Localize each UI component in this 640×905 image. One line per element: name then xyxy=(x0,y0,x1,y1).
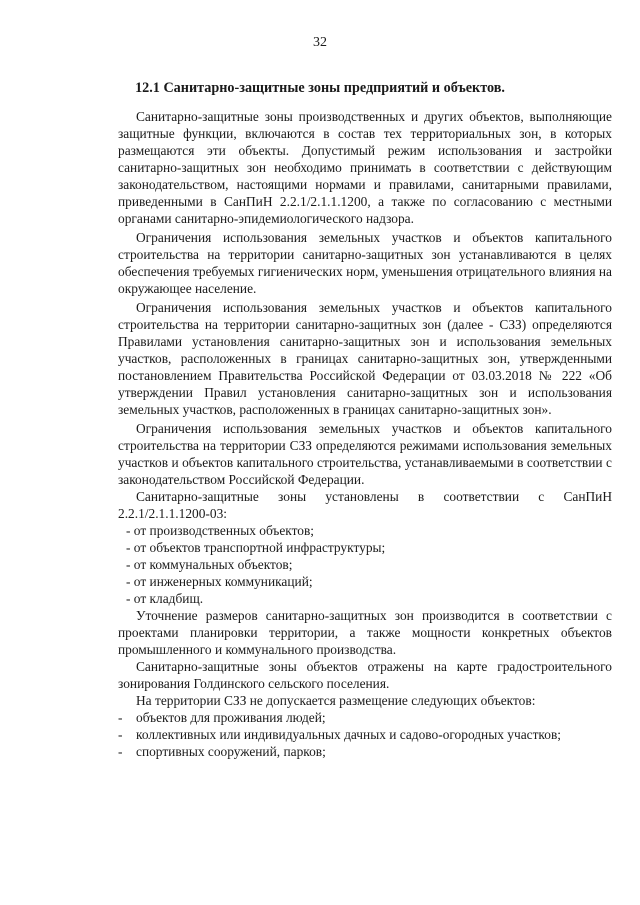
list-dash: - xyxy=(118,744,123,759)
list-dash: - xyxy=(118,727,123,742)
list-dash: - xyxy=(118,710,123,725)
page-number: 32 xyxy=(313,35,327,50)
list-item xyxy=(118,743,612,760)
list-item: - от инженерных коммуникаций; xyxy=(126,574,313,589)
list-item: - от объектов транспортной инфраструктуры; xyxy=(126,540,386,555)
list-item-text: объектов для проживания людей; xyxy=(136,710,326,725)
list-item: - от производственных объектов; xyxy=(126,523,315,538)
list-item-text: коллективных или индивидуальных дачных и садово-огородных участков; xyxy=(136,727,561,742)
list-item: - от кладбищ. xyxy=(126,591,204,606)
paragraph: Ограничения использования земельных участков и объектов капитального строительства на территории СЗЗ определяются режимами использования земельных участков и объектов капитального строительства, устанавливаемыми в соответствии с законодательством Российской Федерации. xyxy=(118,421,612,487)
paragraph: На территории СЗЗ не допускается размещение следующих объектов: xyxy=(136,693,536,708)
list-item-text: спортивных сооружений, парков; xyxy=(136,744,326,759)
paragraph: Санитарно-защитные зоны производственных и других объектов, выполняющие защитные функции, включаются в состав тех территориальных зон, в которых размещаются эти объекты. Допустимый режим использования и застройки санитарно-защитных зон необходимо принимать в соответствии с действующим законодательством, настоящими нормами и правилами, санитарными правилами, приведенными в СанПиН 2.2.1/2.1.1.1200, а также по согласованию с местными органами санитарно-эпидемиологического надзора. xyxy=(118,109,612,226)
paragraph: Ограничения использования земельных участков и объектов капитального строительства на территории санитарно-защитных зон устанавливаются в целях обеспечения требуемых гигиенических норм, уменьшения отрицательного влияния на окружающее население. xyxy=(118,230,612,296)
list-item xyxy=(118,726,612,743)
list-item xyxy=(118,709,612,726)
paragraph: Санитарно-защитные зоны установлены в соответствии с СанПиН 2.2.1/2.1.1.1200-03: xyxy=(118,489,612,521)
body-text xyxy=(118,108,612,760)
zone-list xyxy=(118,522,612,607)
paragraph: Ограничения использования земельных участков и объектов капитального строительства на территории санитарно-защитных зон (далее - СЗЗ) определяются Правилами установления санитарно-защитных зон и использования земельных участков, расположенных в границах санитарно-защитных зон, утвержденными постановлением Правительства Российской Федерации от 03.03.2018 № 222 «Об утверждении Правил установления санитарно-защитных зон и использования земельных участков, расположенных в границах санитарно-защитных зон». xyxy=(118,300,612,417)
paragraph: Санитарно-защитные зоны объектов отражены на карте градостроительного зонирования Голдинского сельского поселения. xyxy=(118,659,612,691)
section-heading: 12.1 Санитарно-защитные зоны предприятий и объектов. xyxy=(135,80,505,96)
list-item: - от коммунальных объектов; xyxy=(126,557,293,572)
paragraph: Уточнение размеров санитарно-защитных зон производится в соответствии с проектами планировки территории, а также мощности конкретных объектов промышленного и коммунального производства. xyxy=(118,608,612,657)
restricted-list xyxy=(118,709,612,760)
